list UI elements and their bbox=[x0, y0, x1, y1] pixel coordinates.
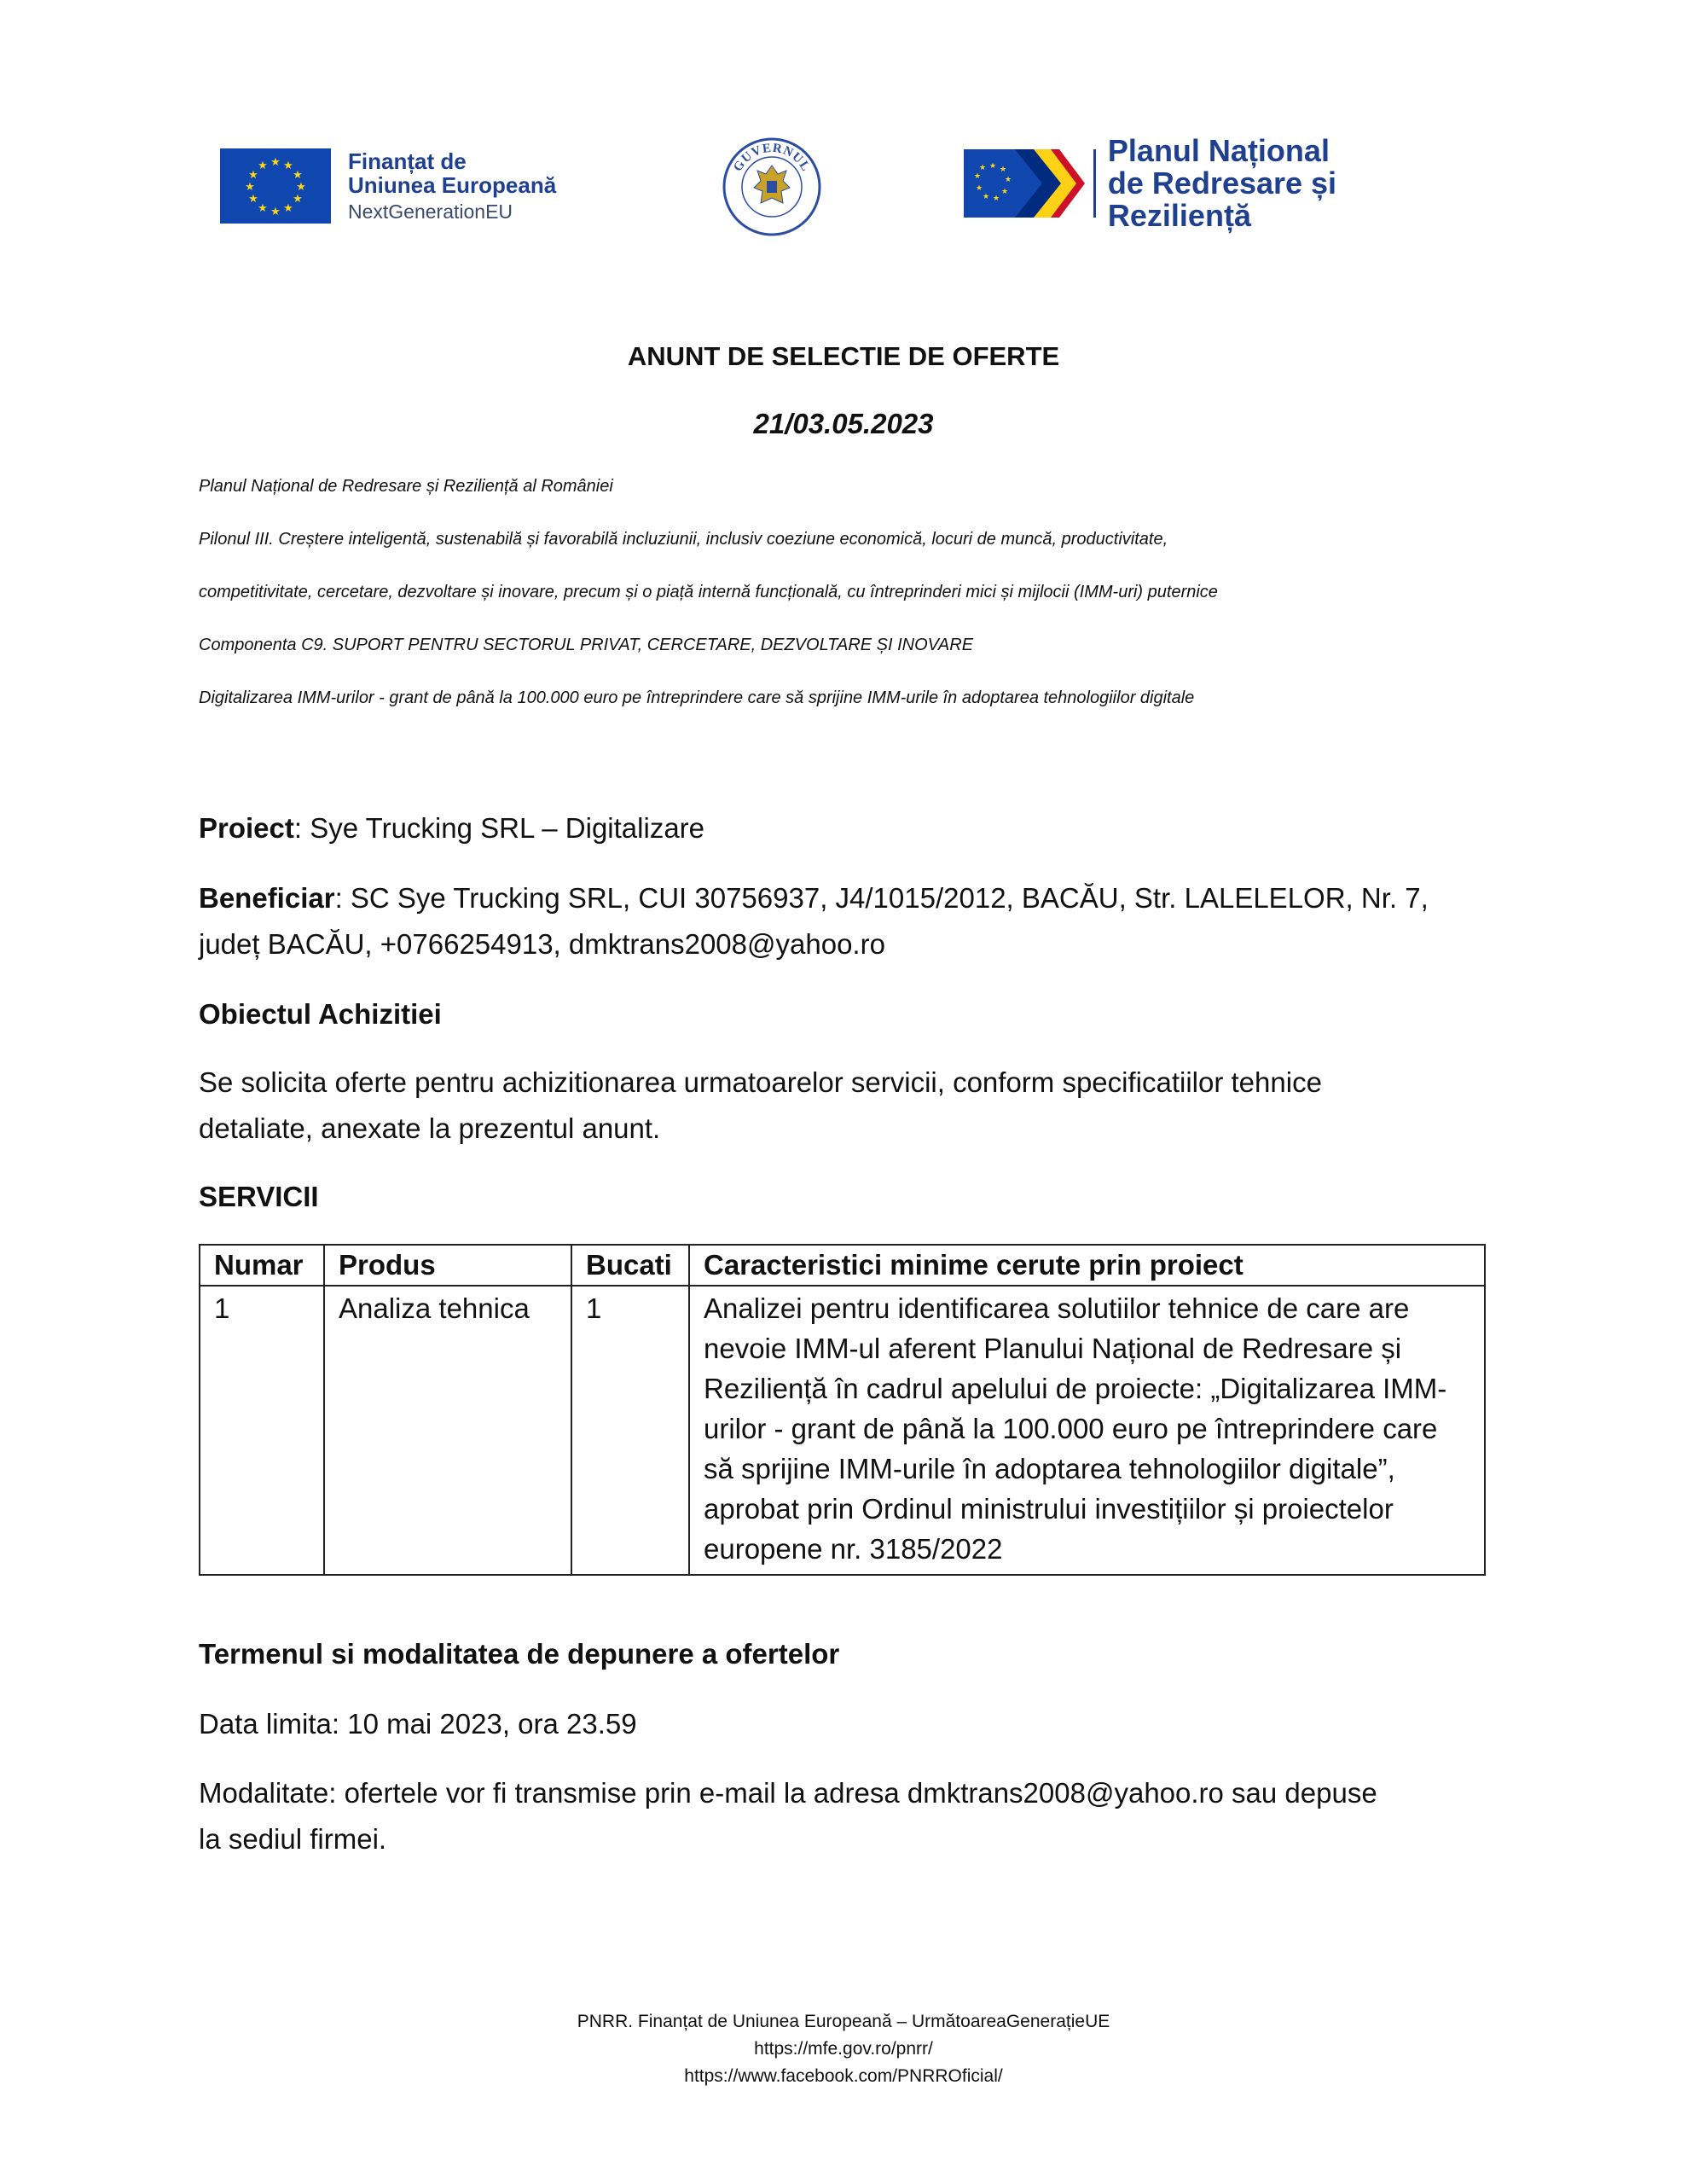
eu-logo-line1: Finanțat de bbox=[348, 148, 467, 174]
cell-numar: 1 bbox=[200, 1286, 324, 1575]
svg-text:★: ★ bbox=[270, 156, 281, 169]
eu-flag-icon bbox=[220, 148, 331, 224]
table-header-row bbox=[200, 1245, 1485, 1286]
beneficiary-line1 bbox=[199, 875, 1504, 921]
svg-text:★: ★ bbox=[270, 206, 281, 218]
eu-logo-line2: Uniunea Europeană bbox=[348, 172, 557, 199]
services-heading: SERVICII bbox=[199, 1181, 319, 1212]
svg-text:★: ★ bbox=[1000, 188, 1009, 196]
svg-text:★: ★ bbox=[258, 202, 268, 215]
beneficiary-label: Beneficiar bbox=[199, 882, 335, 914]
project-value: : Sye Trucking SRL – Digitalizare bbox=[293, 812, 705, 844]
svg-text:★: ★ bbox=[248, 169, 258, 182]
eu-funding-logo bbox=[220, 147, 571, 225]
program-plan: Planul Național de Redresare și Reziliență al României bbox=[199, 477, 613, 496]
cell-caracteristici: Analizei pentru identificarea solutiilor tehnice de care are nevoie IMM-ul aferent Planului Național de Redresare și Reziliență în cadrul apelului de proiecte: „Digitalizarea IMM-urilor - grant de până la 100.000 euro pe întreprindere care să sprijine IMM-urile în adoptarea tehnologiilor digitale”, aprobat prin Ordinul ministrului investițiilor și proiectelor europene nr. 3185/2022 bbox=[689, 1286, 1485, 1575]
svg-text:★: ★ bbox=[283, 160, 293, 172]
svg-text:★: ★ bbox=[992, 195, 1000, 203]
svg-text:★: ★ bbox=[1004, 176, 1012, 184]
seal-top-text: GUVERNUL bbox=[731, 141, 813, 175]
deadline-method-line1: Modalitate: ofertele vor fi transmise prin e-mail la adresa dmktrans2008@yahoo.ro sau depuse bbox=[199, 1777, 1377, 1809]
column-header-caracteristici: Caracteristici minime cerute prin proiect bbox=[689, 1245, 1485, 1286]
footer-mfe-link[interactable]: https://mfe.gov.ro/pnrr/ bbox=[754, 2039, 933, 2059]
objective-line1: Se solicita oferte pentru achizitionarea urmatoarelor servicii, conform specificatiilor tehnice bbox=[199, 1066, 1322, 1098]
svg-text:★: ★ bbox=[982, 193, 990, 201]
pnrr-divider bbox=[1093, 149, 1096, 218]
table-row bbox=[200, 1286, 1485, 1575]
beneficiary-block bbox=[199, 875, 1504, 967]
government-seal-logo bbox=[722, 136, 832, 237]
cell-bucati: 1 bbox=[571, 1286, 689, 1575]
pnrr-logo-text bbox=[1108, 135, 1475, 231]
deadline-date: Data limita: 10 mai 2023, ora 23.59 bbox=[199, 1708, 637, 1740]
svg-text:★: ★ bbox=[988, 162, 997, 171]
svg-text:★: ★ bbox=[293, 193, 303, 206]
objective-line2: detaliate, anexate la prezentul anunt. bbox=[199, 1112, 661, 1144]
program-pilon-line2: competitivitate, cercetare, dezvoltare și inovare, precum și o piață internă funcțională, cu întreprinderi mici și mijlocii (IMM-uri) puternice bbox=[199, 583, 1218, 601]
program-masura: Digitalizarea IMM-urilor - grant de până la 100.000 euro pe întreprindere care să sprijine IMM-urile în adoptarea tehnologiilor digitale bbox=[199, 688, 1195, 707]
eu-logo-line3: NextGenerationEU bbox=[348, 200, 513, 223]
deadline-method bbox=[199, 1770, 1504, 1862]
beneficiary-value-line2: județ BACĂU, +0766254913, dmktrans2008@yahoo.ro bbox=[199, 928, 885, 960]
svg-text:★: ★ bbox=[283, 202, 293, 215]
objective-text bbox=[199, 1060, 1504, 1152]
column-header-numar: Numar bbox=[200, 1245, 324, 1286]
eu-logo-text bbox=[348, 149, 556, 223]
column-header-produs: Produs bbox=[324, 1245, 571, 1286]
svg-text:★: ★ bbox=[245, 181, 255, 194]
footer-funding-line: PNRR. Finanțat de Uniunea Europeană – UrmătoareaGenerațieUE bbox=[577, 2012, 1110, 2031]
footer-facebook-link[interactable]: https://www.facebook.com/PNRROficial/ bbox=[684, 2066, 1003, 2086]
svg-text:★: ★ bbox=[978, 164, 987, 172]
deadline-heading: Termenul si modalitatea de depunere a ofertelor bbox=[199, 1638, 840, 1670]
svg-text:★: ★ bbox=[975, 184, 983, 193]
objective-heading: Obiectul Achizitiei bbox=[199, 998, 442, 1030]
romanian-government-seal-icon bbox=[722, 136, 822, 237]
svg-text:★: ★ bbox=[973, 172, 982, 181]
pnrr-logo-line2: de Redresare și Reziliență bbox=[1107, 166, 1337, 233]
pnrr-logo-line1: Planul Național bbox=[1107, 133, 1330, 169]
svg-text:★: ★ bbox=[258, 160, 268, 172]
program-pilon-line1: Pilonul III. Creștere inteligentă, sustenabilă și favorabilă incluziunii, inclusiv coeziune economică, locuri de muncă, productivitate, bbox=[199, 530, 1168, 549]
project-line bbox=[199, 805, 1504, 851]
svg-text:★: ★ bbox=[999, 166, 1007, 174]
svg-text:★: ★ bbox=[296, 181, 306, 194]
deadline-method-line2: la sediul firmei. bbox=[199, 1823, 387, 1855]
pnrr-logo bbox=[964, 133, 1475, 233]
document-number: 21/03.05.2023 bbox=[753, 408, 934, 439]
pnrr-flag-arrow-icon bbox=[964, 149, 1085, 218]
project-label: Proiect bbox=[199, 812, 294, 844]
svg-text:★: ★ bbox=[248, 193, 258, 206]
svg-text:★: ★ bbox=[293, 169, 303, 182]
eu-stars-icon bbox=[220, 148, 331, 224]
cell-produs: Analiza tehnica bbox=[324, 1286, 571, 1575]
program-componenta: Componenta C9. SUPORT PENTRU SECTORUL PRIVAT, CERCETARE, DEZVOLTARE ȘI INOVARE bbox=[199, 636, 974, 654]
document-title: ANUNT DE SELECTIE DE OFERTE bbox=[627, 341, 1060, 371]
services-table bbox=[199, 1244, 1486, 1576]
column-header-bucati: Bucati bbox=[571, 1245, 689, 1286]
beneficiary-value-line1: : SC Sye Trucking SRL, CUI 30756937, J4/1015/2012, BACĂU, Str. LALELELOR, Nr. 7, bbox=[334, 882, 1429, 914]
